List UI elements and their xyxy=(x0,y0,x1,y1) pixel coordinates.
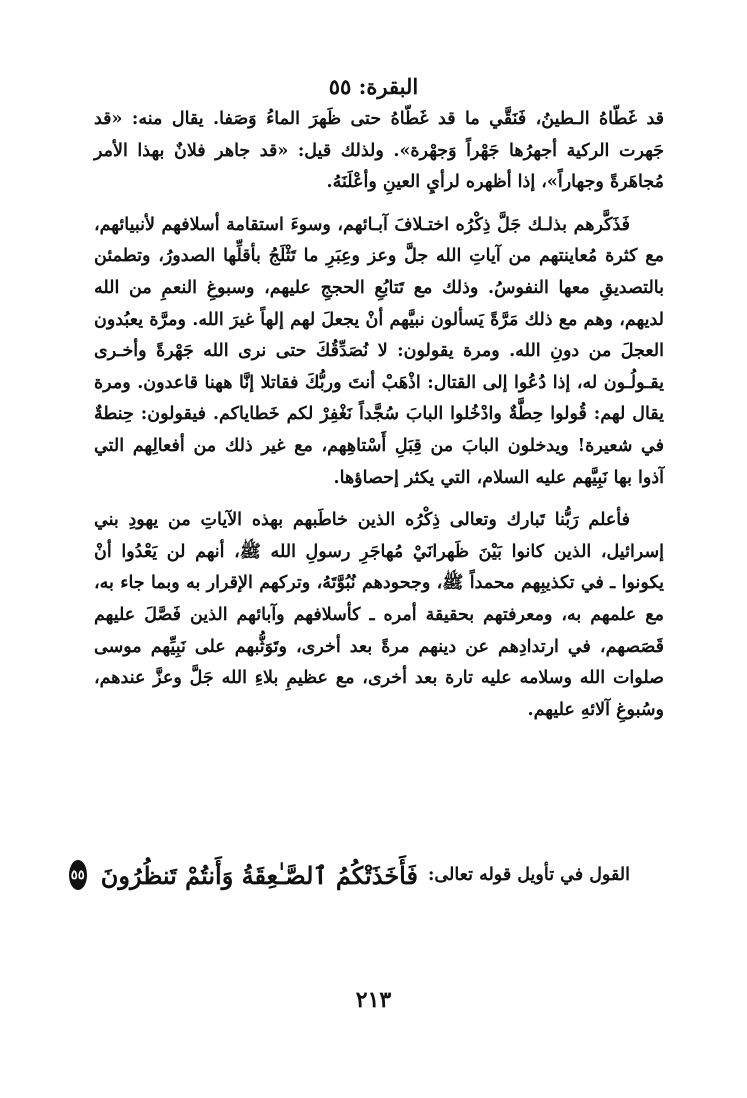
verse-heading-lead: القول في تأويل قوله تعالى: xyxy=(427,865,630,885)
page-number: ٢١٣ xyxy=(355,987,392,1013)
paragraph-1: قد غَطّاهُ الـطينُ، فَنَقَّي ما قد غَطّاهُ حتى ظَهرَ الماءُ وَصَفا. يقال منه: «قد جَهرت الركية أجهرُها جَهْراً وَجهْرة». ولذلك قيل: «قد جاهر فلانٌ بهذا الأمر مُجاهَرةً وجهاراً»، إذا أظهره لرأيِ العينِ وأعْلَنَهُ. xyxy=(94,109,664,193)
page-header: البقرة: ٥٥ xyxy=(328,74,419,99)
quran-verse: فَأَخَذَتْكُمُ ٱلصَّـٰعِقَةُ وَأَنتُمْ تَنظُرُونَ xyxy=(100,860,418,890)
verse-number-badge: ٥٥ xyxy=(69,860,87,890)
paragraph-3: فأعلم رَبُّنا تَبارك وتعالى ذِكْرُه الذين خاطَبهم بهذه الآياتِ من يهودِ بني إسرائيل، الذين كانوا بَيْنَ ظَهرانَيْ مُهاجَرِ رسولِ الله ﷺ، أنهم لن يَعْدُوا أنْ يكونوا ـ في تكذيبِهم محمداً ﷺ، وجحودهم نُبُوَّتَهُ، وتركهم الإقرار به وبما جاء به، مع علمهم به، ومعرفتهم بحقيقة أمره ـ كأسلافهم وآبائهم الذين فَصَّلَ عليهم قَصَصهم، في ارتدادِهم عن دينهم مرةً بعد أخرى، وتَوَثُّبهم على نَبِيِّهم موسى صلوات الله وسلامه عليه تارة بعد أخرى، مع عظيمِ بلاءِ الله جَلَّ وعزَّ عندهم، وسُبوغِ آلائهِ عليهم. xyxy=(94,510,664,720)
verse-heading xyxy=(70,860,664,890)
paragraph-2: فَذَكَّرهم بذلـك جَلَّ ذِكْرُه اختـلافَ آبـائهم، وسوءَ استقامة أسلافهم لأنبيائهم، مع كثرة مُعاينتهم من آياتِ الله جلَّ وعز وعِبَرِ ما تَثْلَجُ بأقلِّها الصدورُ، وتطمئن بالتصديقِ معها النفوسُ. وذلك مع تَتابُعِ الحججِ عليهم، وسبوغِ النعمِ من الله لديهم، وهم مع ذلك مَرَّةً يَسألون نبيَّهم أنْ يجعلَ لهم إلهاً غيرَ الله. ومرَّة يعبُدون العجلَ من دونِ الله. ومرة يقولون: لا نُصَدِّقُكَ حتى نرى الله جَهْرةً وأخـرى يقـولُـون له، إذا دُعُوا إلى القتال: اذْهَبْ أنتَ وربُّكَ فقاتلا إنَّا ههنا قاعدون. ومرة يقال لهم: قُولوا حِطَّةٌ وادْخُلوا البابَ سُجَّداً نَغْفِرْ لكم خَطاياكم. فيقولون: حِنطةٌ في شعيرة! ويدخلون البابَ من قِبَلِ أَسْتاهِهم، مع غير ذلك من أفعالِهم التي آذوا بها نَبِيَّهم عليه السلام، التي يكثر إحصاؤها. xyxy=(94,214,664,488)
body-text xyxy=(94,104,664,726)
